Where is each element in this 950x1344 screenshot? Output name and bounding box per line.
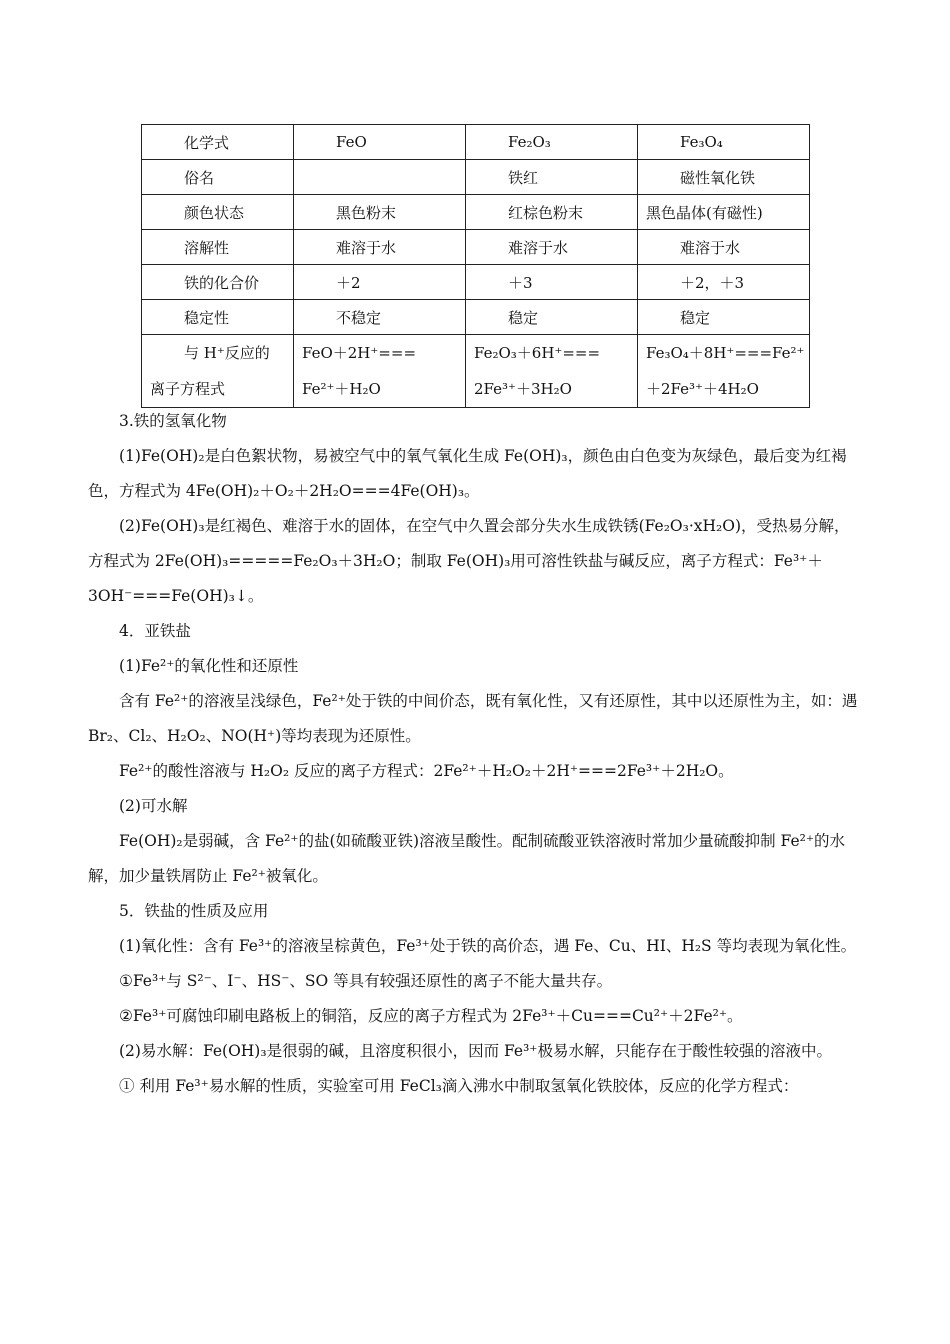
table-cell: ＋3 — [466, 265, 638, 300]
table-row — [142, 195, 810, 230]
paragraph: 含有 Fe²⁺的溶液呈浅绿色，Fe²⁺处于铁的中间价态，既有氧化性，又有还原性，其中以还原性为主，如：遇 Br₂、Cl₂、H₂O₂、NO(H⁺)等均表现为还原性。 — [88, 692, 858, 745]
table-header-row — [142, 125, 810, 160]
row-label: 溶解性 — [142, 230, 294, 265]
table-cell: 不稳定 — [294, 300, 466, 335]
table-cell — [638, 335, 810, 408]
row-label: 稳定性 — [142, 300, 294, 335]
table-cell: 磁性氧化铁 — [638, 160, 810, 195]
section-heading: 4．亚铁盐 — [119, 622, 191, 640]
paragraph: ①Fe³⁺与 S²⁻、I⁻、HS⁻、SO 等具有较强还原性的离子不能大量共存。 — [119, 972, 613, 990]
subheading: (1)Fe²⁺的氧化性和还原性 — [119, 657, 299, 675]
table-cell — [466, 335, 638, 408]
table-cell: 稳定 — [466, 300, 638, 335]
paragraph: (1)氧化性：含有 Fe³⁺的溶液呈棕黄色，Fe³⁺处于铁的高价态，遇 Fe、Cu、HI、H₂S 等均表现为氧化性。 — [119, 937, 857, 955]
row-label: 颜色状态 — [142, 195, 294, 230]
table-cell: 铁红 — [466, 160, 638, 195]
paragraph: ②Fe³⁺可腐蚀印刷电路板上的铜箔，反应的离子方程式为 2Fe³⁺＋Cu===Cu²⁺＋2Fe²⁺。 — [119, 1007, 743, 1025]
table-cell: ＋2 — [294, 265, 466, 300]
equation-line: ＋2Fe³⁺＋4H₂O — [646, 380, 759, 398]
table-row — [142, 300, 810, 335]
table-cell — [294, 160, 466, 195]
table-cell: 黑色晶体(有磁性) — [638, 195, 810, 230]
table-row — [142, 335, 810, 408]
paragraph: Fe(OH)₂是弱碱，含 Fe²⁺的盐(如硫酸亚铁)溶液呈酸性。配制硫酸亚铁溶液时常加少量硫酸抑制 Fe²⁺的水解，加少量铁屑防止 Fe²⁺被氧化。 — [88, 832, 846, 885]
header-cell: 化学式 — [142, 125, 294, 160]
paragraph: ① 利用 Fe³⁺易水解的性质，实验室可用 FeCl₃滴入沸水中制取氢氧化铁胶体，反应的化学方程式： — [119, 1077, 799, 1095]
section-heading: 5．铁盐的性质及应用 — [119, 902, 269, 920]
table-cell: 稳定 — [638, 300, 810, 335]
header-cell: FeO — [294, 125, 466, 160]
equation-line: Fe²⁺＋H₂O — [302, 380, 381, 398]
header-cell: Fe₂O₃ — [466, 125, 638, 160]
paragraph: (2)易水解：Fe(OH)₃是很弱的碱，且溶度积很小，因而 Fe³⁺极易水解，只能存在于酸性较强的溶液中。 — [119, 1042, 832, 1060]
row-label: 俗名 — [142, 160, 294, 195]
table-row — [142, 160, 810, 195]
section-heading: 3.铁的氢氧化物 — [119, 412, 227, 430]
row-label-line: 离子方程式 — [150, 380, 226, 398]
equation-line: Fe₃O₄＋8H⁺===Fe²⁺ — [646, 344, 805, 362]
paragraph: Fe²⁺的酸性溶液与 H₂O₂ 反应的离子方程式：2Fe²⁺＋H₂O₂＋2H⁺===2Fe³⁺＋2H₂O。 — [119, 762, 734, 780]
table-cell: 难溶于水 — [638, 230, 810, 265]
table-cell: 难溶于水 — [294, 230, 466, 265]
row-label-line: 与 H⁺反应的 — [184, 344, 270, 362]
document-body — [88, 404, 863, 1104]
equation-line: FeO＋2H⁺=== — [302, 344, 417, 362]
paragraph: (1)Fe(OH)₂是白色絮状物，易被空气中的氧气氧化生成 Fe(OH)₃，颜色由白色变为灰绿色，最后变为红褐色，方程式为 4Fe(OH)₂＋O₂＋2H₂O===4Fe(OH)₃。 — [88, 447, 847, 500]
table-cell: 难溶于水 — [466, 230, 638, 265]
row-label: 铁的化合价 — [142, 265, 294, 300]
iron-oxides-table — [141, 124, 810, 408]
table-row — [142, 230, 810, 265]
equation-line: Fe₂O₃＋6H⁺=== — [474, 344, 601, 362]
table-cell: 黑色粉末 — [294, 195, 466, 230]
header-cell: Fe₃O₄ — [638, 125, 810, 160]
subheading: (2)可水解 — [119, 797, 188, 815]
row-label — [142, 335, 294, 408]
table-cell: 红棕色粉末 — [466, 195, 638, 230]
paragraph: (2)Fe(OH)₃是红褐色、难溶于水的固体，在空气中久置会部分失水生成铁锈(Fe₂O₃·xH₂O)，受热易分解，方程式为 2Fe(OH)₃=====Fe₂O₃＋3H₂O；制取 Fe(OH)₃用可溶性铁盐与碱反应，离子方程式：Fe³⁺＋3OH⁻===Fe(OH)₃↓。 — [88, 517, 850, 605]
table-cell: ＋2，＋3 — [638, 265, 810, 300]
table-row — [142, 265, 810, 300]
table-cell — [294, 335, 466, 408]
equation-line: 2Fe³⁺＋3H₂O — [474, 380, 572, 398]
